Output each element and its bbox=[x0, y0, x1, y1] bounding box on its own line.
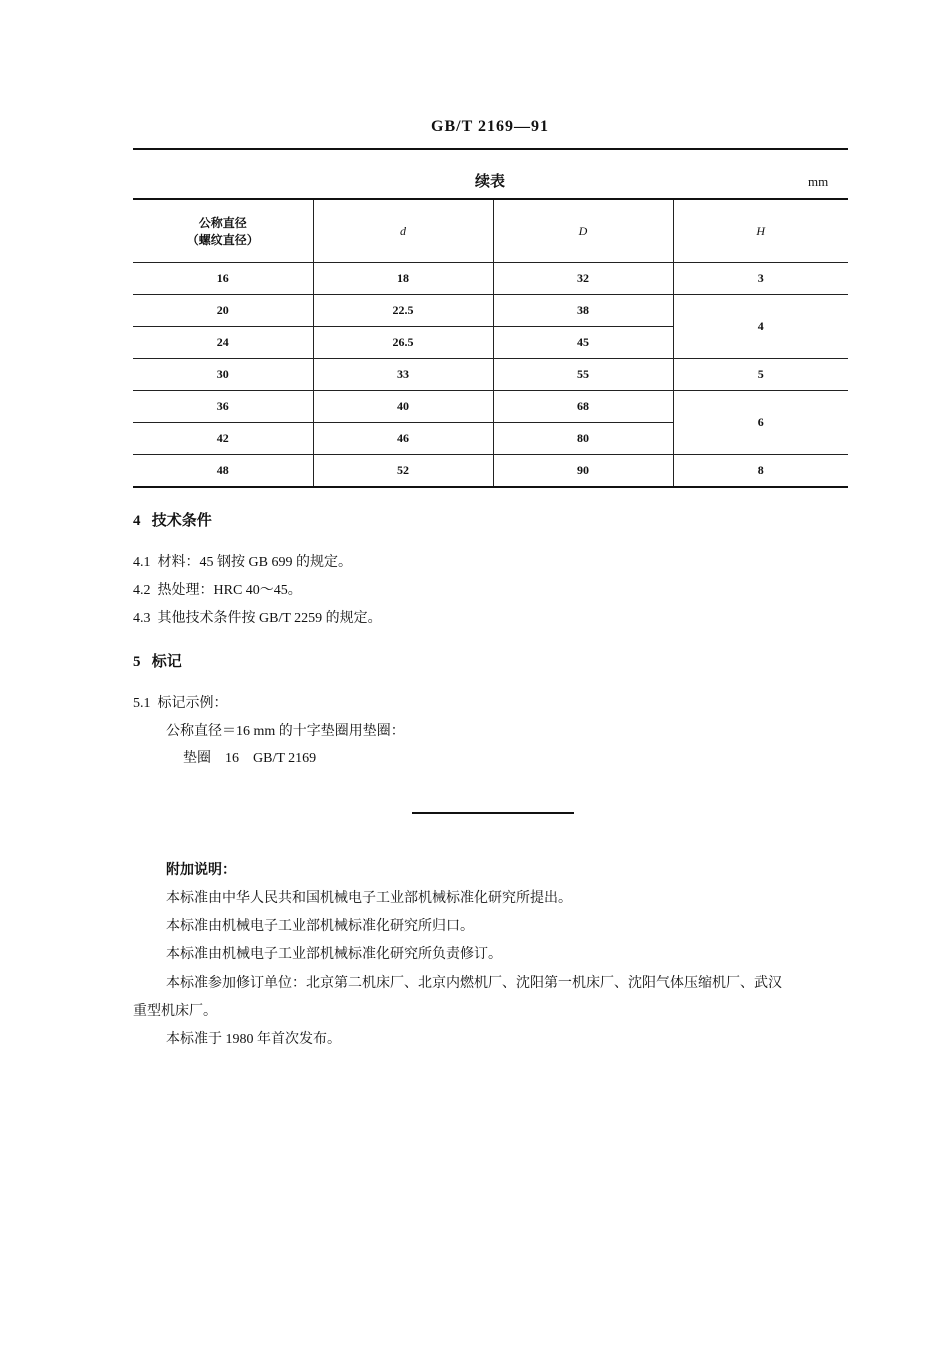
item-text: 材料：45 钢按 GB 699 的规定。 bbox=[157, 555, 352, 570]
section-5-heading bbox=[133, 650, 182, 671]
cell-d: 22.5 bbox=[313, 295, 493, 327]
cell-d-outer: 80 bbox=[493, 423, 673, 455]
note-line: 本标准由机械电子工业部机械标准化研究所归口。 bbox=[166, 919, 474, 934]
table-row bbox=[133, 295, 848, 327]
table-row bbox=[133, 391, 848, 423]
section-4-heading bbox=[133, 509, 212, 530]
cell-d: 33 bbox=[313, 359, 493, 391]
section-number: 4 bbox=[133, 513, 141, 529]
cell-d-outer: 38 bbox=[493, 295, 673, 327]
example-description: 公称直径＝16 mm 的十字垫圈用垫圈： bbox=[166, 724, 405, 739]
item-text: 其他技术条件按 GB/T 2259 的规定。 bbox=[157, 611, 382, 626]
section-title: 标记 bbox=[151, 654, 182, 670]
cell-nominal: 20 bbox=[133, 295, 313, 327]
cell-h: 4 bbox=[673, 295, 848, 359]
table-row bbox=[133, 263, 848, 295]
table-row bbox=[133, 359, 848, 391]
cell-d: 26.5 bbox=[313, 327, 493, 359]
cell-nominal: 30 bbox=[133, 359, 313, 391]
cell-h: 3 bbox=[673, 263, 848, 295]
cell-nominal: 24 bbox=[133, 327, 313, 359]
table-unit: mm bbox=[808, 174, 829, 189]
cell-h: 6 bbox=[673, 391, 848, 455]
notes-title: 附加说明： bbox=[166, 863, 236, 878]
item-5-1 bbox=[133, 692, 228, 712]
item-text: 热处理：HRC 40～45。 bbox=[157, 583, 302, 598]
header-H: H bbox=[673, 199, 848, 263]
item-number: 4.2 bbox=[133, 583, 151, 598]
cell-d-outer: 90 bbox=[493, 455, 673, 488]
cell-d-outer: 32 bbox=[493, 263, 673, 295]
item-4-3 bbox=[133, 607, 382, 627]
header-line: （螺纹直径） bbox=[186, 233, 259, 247]
cell-h: 8 bbox=[673, 455, 848, 488]
cell-nominal: 16 bbox=[133, 263, 313, 295]
cell-d: 18 bbox=[313, 263, 493, 295]
cell-d: 46 bbox=[313, 423, 493, 455]
note-line: 本标准于 1980 年首次发布。 bbox=[166, 1032, 341, 1047]
cell-d-outer: 45 bbox=[493, 327, 673, 359]
item-4-1 bbox=[133, 551, 352, 571]
header-rule bbox=[133, 148, 848, 150]
table-header-row bbox=[133, 199, 848, 263]
header-D: D bbox=[493, 199, 673, 263]
header-d: d bbox=[313, 199, 493, 263]
cell-d-outer: 55 bbox=[493, 359, 673, 391]
note-line: 本标准参加修订单位：北京第二机床厂、北京内燃机厂、沈阳第一机床厂、沈阳气体压缩机厂、武汉 bbox=[166, 976, 782, 991]
item-text: 标记示例： bbox=[157, 696, 228, 711]
item-number: 4.3 bbox=[133, 611, 151, 626]
item-number: 5.1 bbox=[133, 696, 151, 711]
cell-d: 52 bbox=[313, 455, 493, 488]
example-mark: 垫圈 16 GB/T 2169 bbox=[183, 751, 317, 766]
note-line: 本标准由机械电子工业部机械标准化研究所负责修订。 bbox=[166, 947, 502, 962]
header-nominal-diameter bbox=[133, 199, 313, 263]
item-number: 4.1 bbox=[133, 555, 151, 570]
end-rule bbox=[412, 812, 574, 814]
cell-d-outer: 68 bbox=[493, 391, 673, 423]
cell-nominal: 42 bbox=[133, 423, 313, 455]
header-line: 公称直径 bbox=[198, 216, 247, 230]
standard-number-header: GB/T 2169—91 bbox=[431, 118, 549, 135]
note-line: 本标准由中华人民共和国机械电子工业部机械标准化研究所提出。 bbox=[166, 891, 572, 906]
section-title: 技术条件 bbox=[151, 513, 212, 529]
section-number: 5 bbox=[133, 654, 141, 670]
item-4-2 bbox=[133, 579, 302, 599]
cell-nominal: 36 bbox=[133, 391, 313, 423]
note-line: 重型机床厂。 bbox=[133, 1004, 217, 1019]
cell-d: 40 bbox=[313, 391, 493, 423]
cell-h: 5 bbox=[673, 359, 848, 391]
cell-nominal: 48 bbox=[133, 455, 313, 488]
table-title: 续表 bbox=[474, 174, 505, 190]
dimension-table bbox=[133, 198, 848, 488]
table-row bbox=[133, 455, 848, 488]
